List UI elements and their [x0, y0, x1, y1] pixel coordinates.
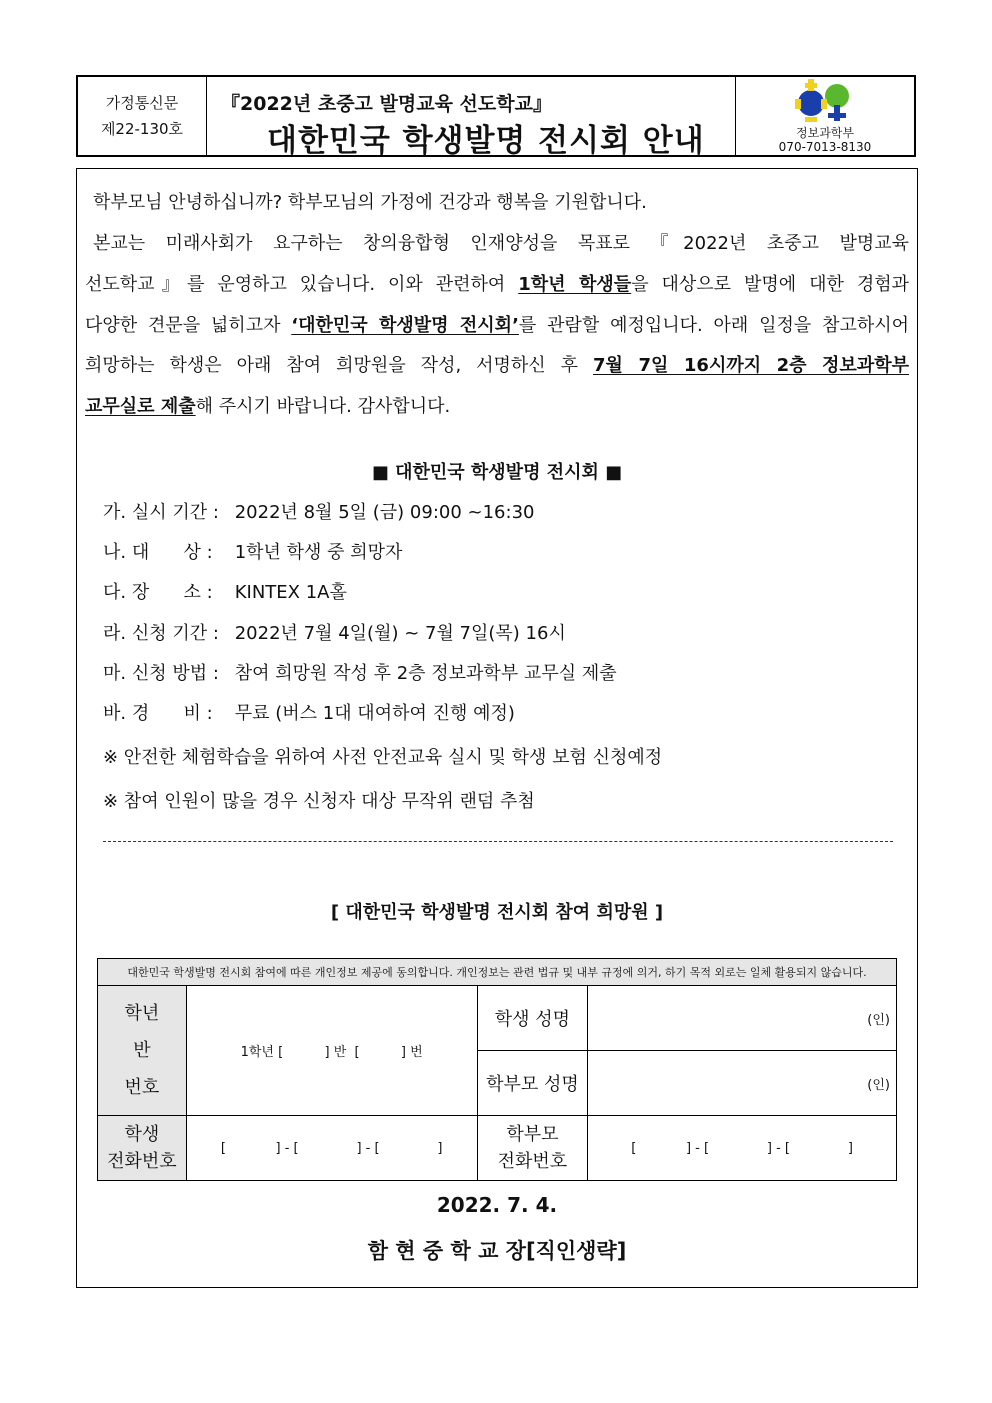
note-lottery: ※ 참여 인원이 많을 경우 신청자 대상 무작위 랜덤 추첨	[103, 791, 535, 812]
event-name: ‘대한민국 학생발명 전시회’	[291, 315, 519, 336]
program-subtitle: 『2022년 초중고 발명교육 선도학교』	[221, 93, 552, 115]
number-label: 번호	[124, 1077, 160, 1098]
parent-phone-label-line: 전화번호	[497, 1151, 568, 1172]
parent-phone-field[interactable]: [ ] - [ ] - [ ]	[588, 1116, 897, 1181]
info-value: 2022년 7월 4일(월) ~ 7월 7일(목) 16시	[229, 623, 566, 644]
info-item-apply-method	[103, 662, 617, 686]
student-phone-field[interactable]: [ ] - [ ] - [ ]	[186, 1116, 477, 1181]
info-label: 바. 경 비 :	[103, 703, 213, 724]
parent-name-label: 학부모 성명	[477, 1051, 588, 1116]
page-title: 대한민국 학생발명 전시회 안내	[267, 123, 705, 159]
intro-line-4	[85, 346, 909, 386]
intro-text: 를 관람할 예정입니다. 아래 일정을 참고하시어	[518, 315, 910, 336]
letter-body	[76, 168, 918, 1288]
info-label: 라. 신청 기간 :	[103, 623, 219, 644]
newsletter-info	[78, 77, 207, 155]
student-phone-label-line: 전화번호	[107, 1151, 177, 1172]
student-name-field[interactable]: (인)	[588, 986, 897, 1051]
intro-line-1: 본교는 미래사회가 요구하는 창의융합형 인재양성을 목표로 『2022년 초중고 발명교육	[93, 233, 909, 254]
intro-line-5	[85, 387, 909, 427]
info-label: 가. 실시 기간 :	[103, 502, 219, 523]
intro-line-2	[85, 265, 909, 305]
info-item-cost	[103, 702, 515, 726]
intro-text: 다양한 견문을 넓히고자	[85, 315, 292, 336]
info-value: 참여 희망원 작성 후 2층 정보과학부 교무실 제출	[229, 663, 617, 684]
submit-location: 교무실로 제출	[85, 396, 196, 417]
student-phone-label-line: 학생	[124, 1124, 160, 1145]
newsletter-number: 제22-130호	[100, 120, 184, 138]
info-label: 나. 대 상 :	[103, 542, 213, 563]
newsletter-label: 가정통신문	[105, 94, 179, 112]
consent-notice: 대한민국 학생발명 전시회 참여에 따른 개인정보 제공에 동의합니다. 개인정보는 관련 법규 및 내부 규정에 의거, 하기 목적 외로는 일체 활용되지 않습니다.	[98, 959, 897, 986]
info-value: 1학년 학생 중 희망자	[229, 542, 403, 563]
grade-label: 학년	[124, 1003, 160, 1024]
grade-class-number-field[interactable]: 1학년 [ ] 반 [ ] 번	[186, 986, 477, 1116]
issue-date: 2022. 7. 4.	[436, 1193, 558, 1217]
parent-phone-label	[477, 1116, 588, 1181]
target-students: 1학년 학생들	[518, 274, 632, 295]
section-title: ■ 대한민국 학생발명 전시회 ■	[371, 462, 623, 483]
intro-line-3	[85, 306, 909, 346]
info-value: KINTEX 1A홀	[229, 582, 347, 603]
info-item-target	[103, 541, 402, 565]
info-item-period	[103, 501, 534, 525]
info-item-apply-period	[103, 622, 566, 646]
class-label: 반	[133, 1040, 151, 1061]
department-phone: 070-7013-8130	[778, 140, 872, 154]
grade-class-number-label	[98, 986, 187, 1116]
application-form	[97, 958, 897, 1181]
student-phone-label	[98, 1116, 187, 1181]
intro-text: 희망하는 학생은 아래 참여 희망원을 작성, 서명하신 후	[85, 355, 594, 376]
intro-text: 을 대상으로 발명에 대한 경험과	[631, 274, 909, 295]
info-value: 무료 (버스 1대 대여하여 진행 예정)	[229, 703, 515, 724]
parent-phone-label-line: 학부모	[506, 1124, 559, 1145]
cut-line	[103, 841, 893, 842]
info-label: 다. 장 소 :	[103, 582, 213, 603]
info-label: 마. 신청 방법 :	[103, 663, 219, 684]
note-safety: ※ 안전한 체험학습을 위하여 사전 안전교육 실시 및 학생 보험 신청예정	[103, 747, 663, 768]
info-value: 2022년 8월 5일 (금) 09:00 ~16:30	[229, 502, 535, 523]
info-item-place	[103, 581, 347, 605]
student-name-label: 학생 성명	[477, 986, 588, 1051]
department-name: 정보과학부	[796, 126, 854, 140]
letter-header	[76, 75, 916, 157]
deadline: 7월 7일 16시까지 2층 정보과학부	[593, 355, 909, 376]
intro-text: 선도학교』를 운영하고 있습니다. 이와 관련하여	[85, 274, 519, 295]
title-cell	[207, 77, 736, 159]
form-title: [ 대한민국 학생발명 전시회 참여 희망원 ]	[330, 902, 664, 923]
greeting: 학부모님 안녕하십니까? 학부모님의 가정에 건강과 행복을 기원합니다.	[93, 192, 647, 213]
parent-name-field[interactable]: (인)	[588, 1051, 897, 1116]
department-cell	[736, 77, 914, 155]
principal-signature: 함 현 중 학 교 장[직인생략]	[367, 1239, 627, 1263]
intro-text: 해 주시기 바랍니다. 감사합니다.	[195, 396, 451, 417]
school-logo-icon	[793, 79, 857, 123]
